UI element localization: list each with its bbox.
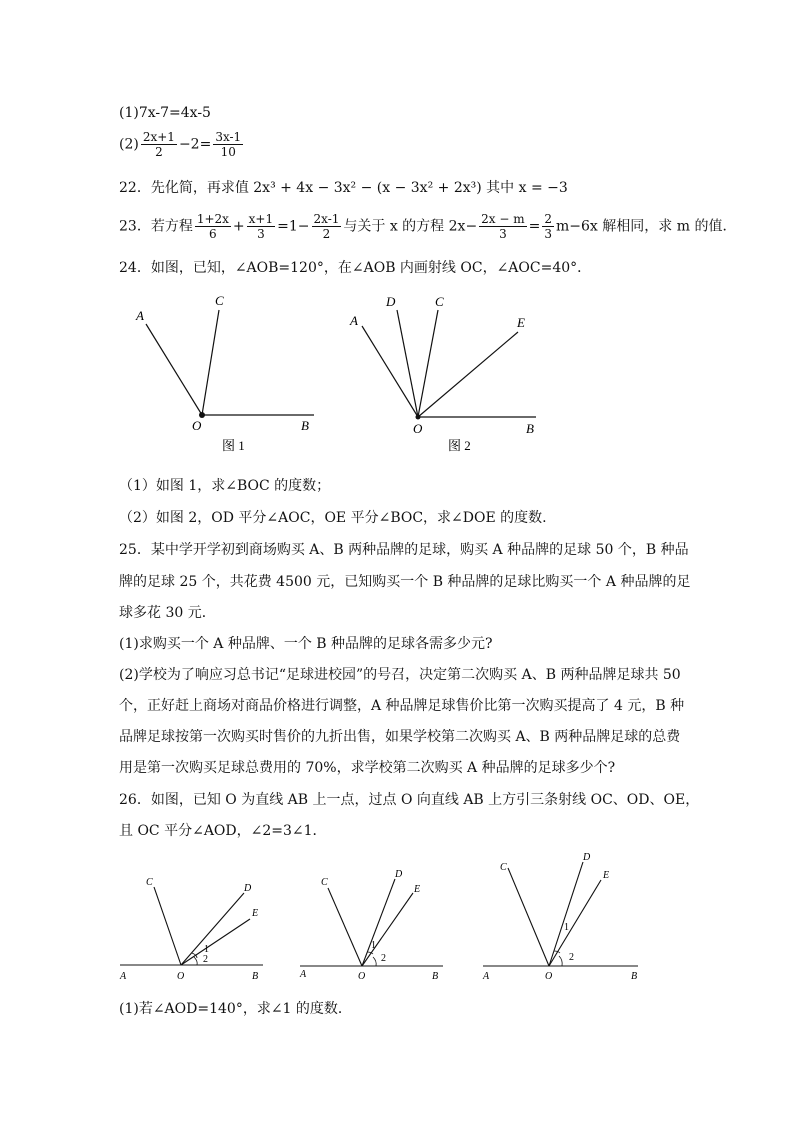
q23-fraction-1	[195, 212, 231, 241]
q25-line5: (2)学校为了响应习总书记“足球进校园”的号召，决定第二次购买 A、B 两种品牌足球共 50	[119, 667, 681, 683]
label-b: B	[252, 971, 259, 982]
label-o: O	[358, 971, 366, 982]
label-e: E	[603, 870, 610, 881]
ray-oe	[418, 332, 518, 417]
label-o: O	[177, 971, 185, 982]
q23-f5-num: 2	[544, 212, 553, 226]
label-a: A	[120, 971, 127, 982]
arc-2	[194, 957, 197, 965]
q23-fraction-4	[479, 212, 526, 241]
q21-part1: (1)7x-7=4x-5	[119, 105, 211, 121]
q26-figure-3	[478, 848, 648, 983]
label-e: E	[517, 315, 525, 330]
label-angle-1: 1	[371, 940, 376, 951]
ray-oc	[508, 868, 549, 966]
q22-text: 22．先化简，再求值 2x³ + 4x − 3x² − (x − 3x² + 2x³) 其中 x = −3	[119, 180, 568, 196]
ray-oc	[202, 310, 219, 415]
label-o: O	[192, 418, 202, 433]
point-o	[416, 415, 421, 420]
q23-f3-den: 2	[322, 227, 331, 241]
q25-line8: 用是第一次购买足球总费用的 70%，求学校第二次购买 A 种品牌的足球多少个?	[119, 760, 616, 776]
q23-fraction-5	[542, 212, 554, 241]
q21-part2-prefix: (2)	[119, 136, 139, 153]
q23-eq: =1−	[277, 218, 310, 235]
q24-part2: （2）如图 2，OD 平分∠AOC，OE 平分∠BOC，求∠DOE 的度数.	[119, 510, 547, 526]
q23-eq2: =	[528, 218, 541, 235]
q25-line4: (1)求购买一个 A 种品牌、一个 B 种品牌的足球各需多少元?	[119, 636, 493, 652]
q23-f1-num: 1+2x	[196, 212, 229, 226]
label-d: D	[583, 852, 591, 863]
q24-figure-2	[340, 290, 560, 453]
ray-oc	[418, 310, 438, 417]
q23-text	[119, 212, 736, 241]
label-o: O	[413, 421, 423, 436]
label-c: C	[500, 862, 507, 873]
q21-fraction-2	[213, 130, 243, 159]
label-b: B	[432, 971, 439, 982]
q21-fraction-2-den: 10	[220, 145, 236, 159]
ray-od	[362, 879, 395, 966]
q26-figure-2	[295, 855, 455, 985]
q23-f4-num: 2x − m	[481, 212, 525, 226]
ray-oe	[549, 880, 601, 966]
label-c: C	[146, 877, 153, 888]
q23-fraction-3	[312, 212, 342, 241]
q23-f1-den: 6	[209, 227, 217, 241]
q21-fraction-2-num: 3x-1	[215, 130, 242, 144]
label-d: D	[386, 294, 396, 309]
caption-fig2: 图 2	[448, 438, 471, 453]
label-b: B	[526, 421, 534, 436]
q26-figure-1	[115, 855, 275, 985]
label-c: C	[435, 294, 444, 309]
q23-prefix: 23．若方程	[119, 218, 193, 235]
q26-line2: 且 OC 平分∠AOD，∠2=3∠1．	[119, 823, 327, 839]
label-a: A	[350, 313, 358, 328]
q24-stem: 24．如图，已知，∠AOB=120°，在∠AOB 内画射线 OC，∠AOC=40°．	[119, 260, 592, 276]
label-a: A	[136, 308, 144, 323]
q25-line1: 25．某中学开学初到商场购买 A、B 两种品牌的足球，购买 A 种品牌的足球 50 个，B 种品	[119, 542, 689, 558]
label-c: C	[321, 877, 328, 888]
q23-plus: +	[232, 218, 245, 235]
label-d: D	[395, 869, 403, 880]
ray-oc	[328, 888, 362, 966]
q21-fraction-1-den: 2	[155, 145, 163, 159]
ray-od	[549, 862, 583, 966]
label-b: B	[631, 971, 638, 982]
ray-oa	[146, 324, 202, 415]
q25-line6: 个，正好赶上商场对商品价格进行调整，A 种品牌足球售价比第一次购买提高了 4 元，B 种	[119, 698, 685, 714]
label-angle-2: 2	[569, 952, 574, 963]
q21-part2-mid: −2=	[178, 136, 212, 153]
label-angle-2: 2	[381, 953, 386, 964]
q23-mid: 与关于 x 的方程 2x−	[343, 218, 478, 235]
q23-suffix: m−6x 解相同，求 m 的值．	[556, 218, 737, 235]
label-e: E	[252, 908, 259, 919]
q23-fraction-2	[247, 212, 275, 241]
q26-line1: 26．如图，已知 O 为直线 AB 上一点，过点 O 向直线 AB 上方引三条射线 OC、OD、OE，	[119, 792, 700, 808]
q23-f2-num: x+1	[248, 212, 274, 226]
label-angle-1: 1	[564, 922, 569, 933]
label-angle-2: 2	[203, 954, 208, 965]
label-a: A	[300, 969, 307, 980]
ray-oe	[362, 893, 413, 966]
q21-fraction-1-num: 2x+1	[142, 130, 175, 144]
arc-2	[559, 956, 562, 966]
label-e: E	[414, 884, 421, 895]
label-o: O	[545, 971, 553, 982]
q23-f2-den: 3	[257, 227, 265, 241]
ray-oc	[154, 887, 181, 965]
q25-line2: 牌的足球 25 个，共花费 4500 元，已知购买一个 B 种品牌的足球比购买一个 A 种品牌的足	[119, 574, 691, 590]
q21-fraction-1	[141, 130, 177, 159]
label-a: A	[483, 971, 490, 982]
arc-2	[373, 957, 376, 966]
q24-figure-1	[130, 290, 330, 453]
label-c: C	[215, 293, 224, 308]
q21-part2	[119, 130, 245, 159]
q23-f3-num: 2x-1	[313, 212, 340, 226]
label-angle-1: 1	[204, 944, 209, 955]
q23-f4-den: 3	[499, 227, 507, 241]
label-b: B	[301, 418, 309, 433]
caption-fig1: 图 1	[222, 438, 245, 453]
q26-part1: (1)若∠AOD=140°，求∠1 的度数．	[119, 1001, 352, 1017]
q23-f5-den: 3	[544, 227, 553, 241]
q25-line3: 球多花 30 元．	[119, 605, 216, 621]
label-d: D	[244, 883, 252, 894]
q24-part1: （1）如图 1，求∠BOC 的度数；	[119, 478, 331, 494]
q25-line7: 品牌足球按第一次购买时售价的九折出售，如果学校第二次购买 A、B 两种品牌足球的总费	[119, 729, 681, 745]
